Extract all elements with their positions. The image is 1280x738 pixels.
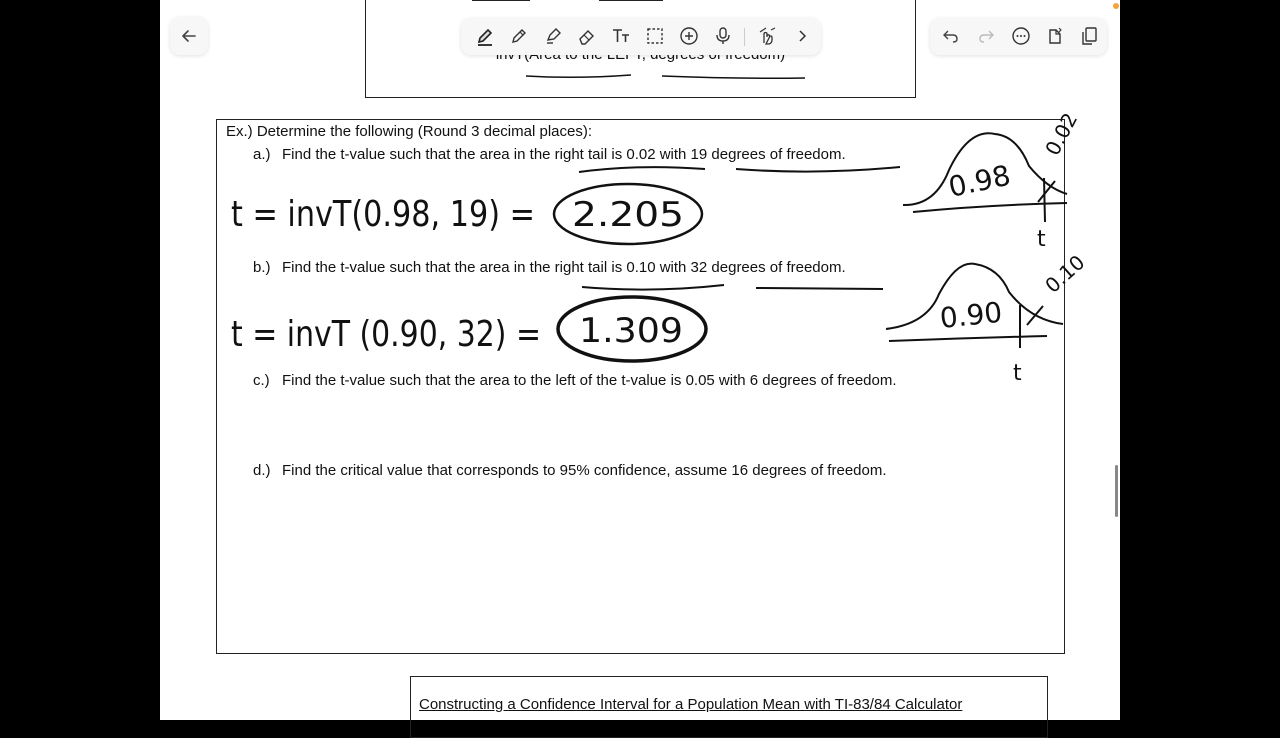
pencil-tool-icon[interactable] xyxy=(505,22,533,50)
document-page xyxy=(160,0,1120,720)
problem-c-text: Find the t-value such that the area to the left of the t-value is 0.05 with 6 degrees of freedom. xyxy=(282,372,897,389)
more-icon[interactable] xyxy=(1007,22,1035,50)
back-button[interactable] xyxy=(170,17,208,55)
handwritten-answer-a: 2.205 xyxy=(572,195,684,235)
example-box xyxy=(216,108,1090,654)
example-header: Ex.) Determine the following (Round 3 decimal places): xyxy=(226,123,592,140)
handwritten-annotations xyxy=(217,108,1090,653)
highlighter-tool-icon[interactable] xyxy=(539,22,567,50)
problem-b-text: Find the t-value such that the area in the right tail is 0.10 with 32 degrees of freedom. xyxy=(282,259,846,276)
lasso-select-icon[interactable] xyxy=(641,22,669,50)
vertical-scrollbar[interactable] xyxy=(1115,465,1118,517)
export-icon[interactable] xyxy=(1041,22,1069,50)
touch-draw-icon[interactable] xyxy=(753,22,781,50)
problem-d-label: d.) xyxy=(253,462,271,479)
handwritten-answer-b: 1.309 xyxy=(579,311,683,351)
pen-tool-icon[interactable] xyxy=(471,22,499,50)
handwritten-formula-b: t = invT (0.90, 32) = xyxy=(231,314,541,355)
problem-c-label: c.) xyxy=(253,372,270,389)
undo-icon[interactable] xyxy=(937,22,965,50)
add-icon[interactable] xyxy=(675,22,703,50)
next-section-box xyxy=(410,676,1048,738)
curve-b-tail-area: 0.10 xyxy=(1040,250,1090,298)
problem-a-text: Find the t-value such that the area in the right tail is 0.02 with 19 degrees of freedom. xyxy=(282,146,846,163)
curve-b-center-area: 0.90 xyxy=(938,295,1004,335)
next-section-title: Constructing a Confidence Interval for a Population Mean with TI-83/84 Calculator xyxy=(419,696,963,713)
redo-icon[interactable] xyxy=(972,22,1000,50)
handwritten-formula-a: t = invT(0.98, 19) = xyxy=(231,194,535,235)
text-tool-icon[interactable] xyxy=(607,22,635,50)
status-dot xyxy=(1113,3,1119,9)
drawing-toolbar xyxy=(461,18,821,55)
problem-d-text: Find the critical value that corresponds to 95% confidence, assume 16 degrees of freedom. xyxy=(282,462,887,479)
arrow-left-icon xyxy=(175,22,203,50)
microphone-icon[interactable] xyxy=(709,22,737,50)
eraser-tool-icon[interactable] xyxy=(573,22,601,50)
pages-icon[interactable] xyxy=(1075,22,1103,50)
document-actions-toolbar xyxy=(930,18,1107,55)
problem-a-label: a.) xyxy=(253,146,271,163)
curve-a-center-area: 0.98 xyxy=(945,158,1014,204)
curve-a-tail-area: 0.02 xyxy=(1040,108,1083,160)
problem-b-label: b.) xyxy=(253,259,271,276)
curve-a-t-label: t xyxy=(1037,227,1046,252)
curve-b-t-label: t xyxy=(1013,361,1022,386)
chevron-right-icon[interactable] xyxy=(788,22,816,50)
toolbar-divider xyxy=(744,28,745,46)
